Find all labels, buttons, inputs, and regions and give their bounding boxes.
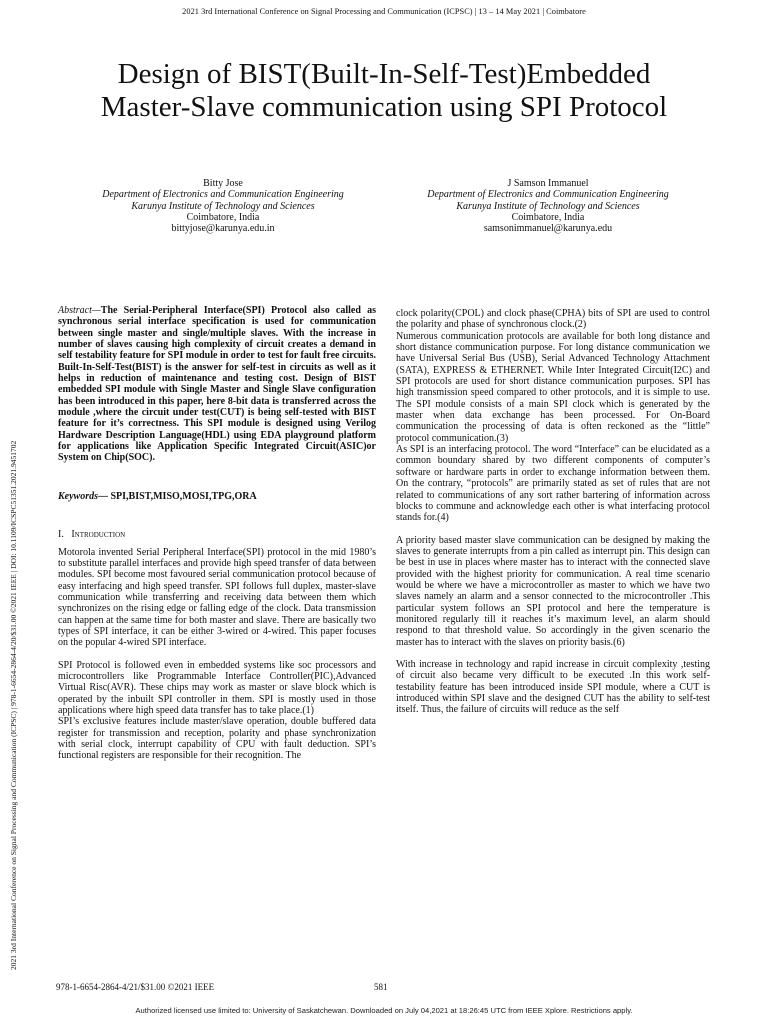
abstract-lead: Abstract— — [58, 305, 101, 316]
title-line-1: Design of BIST(Built-In-Self-Test)Embedded — [117, 58, 651, 90]
author-block-2 — [398, 178, 698, 234]
paragraph: As SPI is an interfacing protocol. The word “Interface” can be elucidated as a common boundary shared by two different components of computer’s software or hardware parts in order to exchange information between them. On the contrary, “protocols” are primarily stated as set of rules that are not related to communications of any sort rather bartering of information across blocks to commune and acknowledge each other is what interfacing protocol stands for.(4) — [396, 444, 710, 524]
author-block-1 — [73, 178, 373, 234]
doi-side-strip — [9, 170, 19, 970]
paragraph: With increase in technology and rapid increase in circuit complexity ,testing of circuit also became very difficult to be executed .In this work self-testability feature has been introduced inside SPI module, where a CUT is introduced within SPI slave and the designed CUT has the ability to self-test itself. Thus, the failure of circuits will reduce as the self — [396, 658, 710, 716]
keywords-text: SPI,BIST,MISO,MOSI,TPG,ORA — [108, 490, 257, 502]
author-city: Coimbatore, India — [511, 211, 585, 223]
paragraph: SPI Protocol is followed even in embedded systems like soc processors and microcontrollers like Programmable Interface Controller(PIC),Advanced Virtual Risc(AVR). These chips may work as master or slave block which is operated by the inbuilt SPI controller in them. SPI is mostly used in those applications where high speed data transfer has to take place.(1) — [58, 659, 376, 716]
author-city: Coimbatore, India — [186, 211, 260, 223]
author-institute: Karunya Institute of Technology and Sciences — [456, 200, 640, 212]
abstract-text: The Serial-Peripheral Interface(SPI) Protocol also called as synchronous serial interface specification is used for communication between single master and single/multiple slaves. With the increase in number of slaves causing high complexity of circuit creates a demand in self testability feature for SPI module in order to test for fault free circuits. Built-In-Self-Test(BIST) is the answer for self-test in circuits as well as it helps in reduction of maintenance and testing cost. Design of BIST embedded SPI module with Single Master and Single Slave configuration has been introduced in this paper, here 8-bit data is transferred across the module ,where the circuit under test(CUT) is being self-tested with BIST feature for it’s correctness. This SPI module is designed using Verilog Hardware Description Language(HDL) using EDA playground platform for applications like Application Specific Integrated Circuit(ASIC)or System on Chip(SOC). — [58, 305, 376, 464]
keywords — [58, 491, 376, 502]
paragraph: Numerous communication protocols are available for both long distance and short distance communication purpose. For long distance communication we have Universal Serial Bus (USB), Serial Advanced Technology Attachment (SATA), EXPRESS & ETHERNET. While Inter Integrated Circuit(I2C) and SPI protocols are used for short distance communication purposes. SPI has high transmission speed compared to other protocols, and it is simple to use. The SPI module consists of a main SPI clock which is generated by the master when data exchange has been processed. For On-Board communication the processing of data is often reckoned as the “little” protocol communication.(3) — [396, 330, 710, 444]
author-email: bittyjose@karunya.edu.in — [171, 223, 275, 235]
author-name: J Samson Immanuel — [507, 178, 589, 189]
section-title: Introduction — [71, 529, 126, 541]
paper-title — [40, 58, 728, 124]
abstract — [58, 305, 376, 464]
footer-isbn: 978-1-6654-2864-4/21/$31.00 ©2021 IEEE — [56, 982, 215, 992]
paragraph: clock polarity(CPOL) and clock phase(CPHA) bits of SPI are used to control the polarity and phase of synchronous clock.(2) — [396, 308, 710, 331]
keywords-lead: Keywords— — [58, 490, 108, 502]
left-column — [58, 305, 376, 762]
right-column — [396, 308, 710, 716]
paragraph: Motorola invented Serial Peripheral Interface(SPI) protocol in the mid 1980’s to substitute parallel interfaces and provide high speed transfer of data between modules. SPI become most favoured serial communication protocol because of easy interfacing and high speed transfer. SPI follows full duplex, master-slave communication while transferring and receiving data between them which synchronizes on the rising edge or falling edge of the clock. Data transmission can happen at the same time for both master and slave. There are basically two types of SPI interface, it can be either 3-wired or 4-wired. This paper focuses on the popular 4-wired SPI interface. — [58, 546, 376, 649]
author-department: Department of Electronics and Communication Engineering — [102, 189, 344, 201]
author-email: samsonimmanuel@karunya.edu — [483, 223, 613, 235]
doi-side-text: 2021 3rd International Conference on Signal Processing and Communication (ICPSC) | 978-1-6654-2864-4/20/$31.00 ©2021 IEEE | DOI: 10.1109/ICSPC51351.2021.9451702 — [9, 440, 18, 970]
author-name: Bitty Jose — [203, 178, 243, 189]
author-institute: Karunya Institute of Technology and Sciences — [131, 200, 315, 212]
conference-header: 2021 3rd International Conference on Signal Processing and Communication (ICPSC) | 13 – 14 May 2021 | Coimbatore — [182, 7, 586, 16]
section-number: I. — [58, 529, 64, 541]
license-notice: Authorized licensed use limited to: University of Saskatchewan. Downloaded on July 04,2021 at 18:26:45 UTC from IEEE Xplore. Restrictions apply. — [135, 1006, 633, 1015]
paragraph: SPI’s exclusive features include master/slave operation, double buffered data register for transmission and reception, polarity and phase synchronization with serial clock, interrupt capability of CPU with fault deduction. SPI’s functional registers are responsible for their recognition. The — [58, 716, 376, 762]
author-department: Department of Electronics and Communication Engineering — [427, 189, 669, 201]
page-number: 581 — [374, 982, 388, 992]
section-heading — [58, 529, 376, 540]
title-line-2: Master-Slave communication using SPI Protocol — [100, 91, 668, 123]
paragraph: A priority based master slave communication can be designed by making the slaves to generate interrupts from a pin called as interrupt pin. This design can be best in use in places where master has to interact with the connected slave provided with the highest priority for communication. A real time scenario would be where we have a microcontroller as master to which we have two slaves namely an alarm and a sensor connected to the microcontroller .This particular system follows an SPI protocol and here the temperature is monitored regularly till it reaches it’s maximum level, an alarm should respond to that threshold value. So accordingly in the given scenario the master has to interact with the slaves on priority basis.(6) — [396, 534, 710, 648]
